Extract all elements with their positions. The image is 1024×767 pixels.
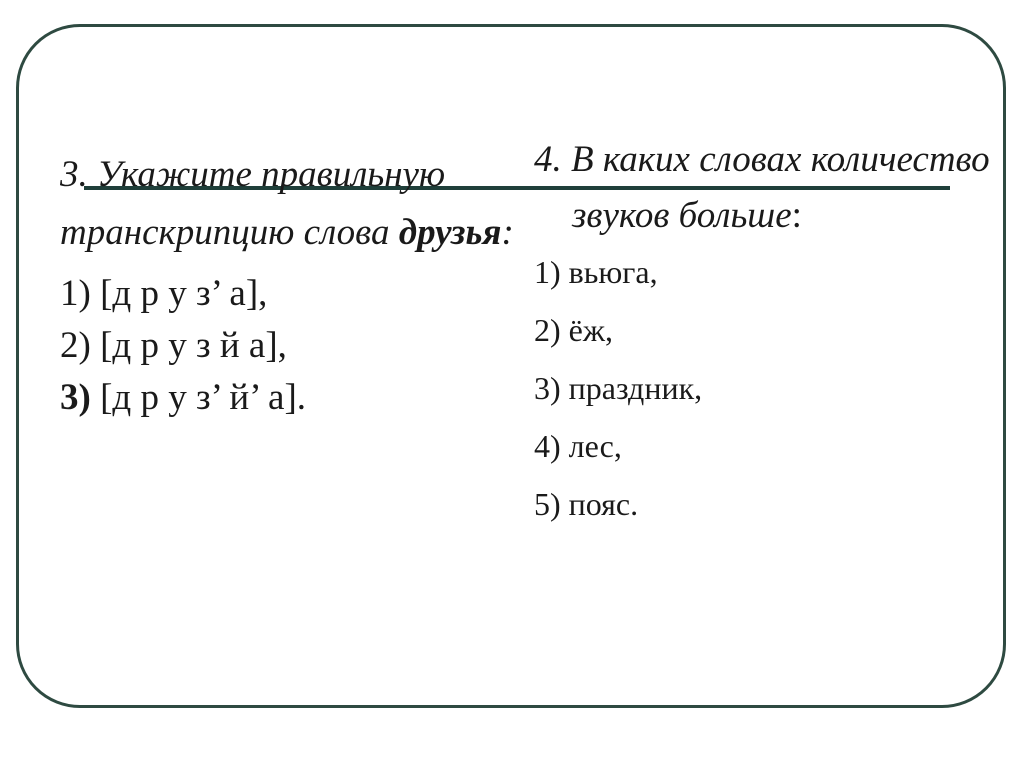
option-text: [д р у з’ й’ а]. xyxy=(90,377,307,418)
question-4-prompt-text: 4. В каких словах количество звуков больше xyxy=(534,139,990,236)
question-3-block xyxy=(60,146,520,424)
question-3-option-2 xyxy=(60,320,520,372)
question-3-option-3 xyxy=(60,372,520,424)
question-3-prompt-text: 3. Укажите правильную транскрипцию слова xyxy=(60,154,446,253)
question-3-option-1 xyxy=(60,268,520,320)
question-4-prompt xyxy=(534,132,994,244)
question-3-prompt-colon: : xyxy=(501,212,514,253)
question-4-option-4: 4) лес, xyxy=(534,428,622,464)
question-4-block xyxy=(534,132,994,542)
question-4-prompt-colon: : xyxy=(791,195,802,236)
option-number-highlighted: 3) xyxy=(60,377,91,418)
option-text: [д р у з’ а], xyxy=(90,273,268,314)
option-text: [д р у з й а], xyxy=(90,325,287,366)
question-3-prompt xyxy=(60,146,520,262)
option-number: 2) xyxy=(60,325,91,366)
question-4-option-3: 3) праздник, xyxy=(534,370,703,406)
question-4-option-5: 5) пояс. xyxy=(534,486,639,522)
question-3-target-word: друзья xyxy=(398,212,502,253)
option-number: 1) xyxy=(60,273,91,314)
question-4-options xyxy=(534,252,994,524)
question-4-option-2: 2) ёж, xyxy=(534,312,613,348)
question-4-option-1: 1) вьюга, xyxy=(534,254,658,290)
question-3-options xyxy=(60,268,520,424)
